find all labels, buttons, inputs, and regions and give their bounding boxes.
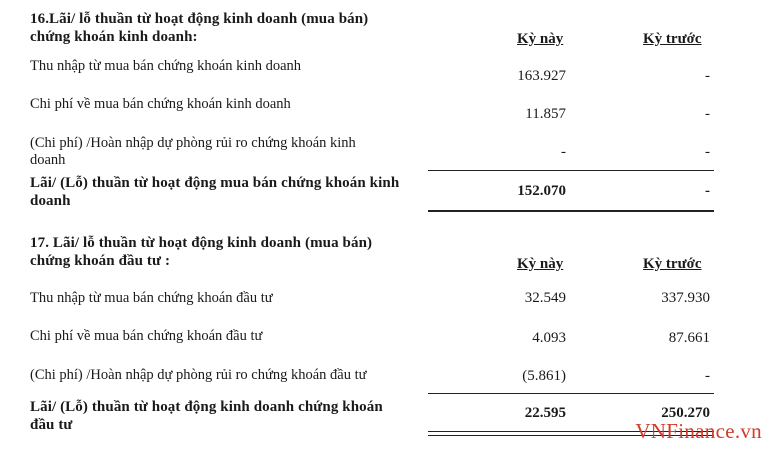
section16-row1-previous: -	[705, 68, 710, 84]
section16-row1-current: 163.927	[517, 68, 566, 84]
section16-row2-label: Chi phí về mua bán chứng khoán kinh doanh	[30, 96, 291, 112]
section16-row3-label-line2: doanh	[30, 152, 66, 168]
section17-total-current: 22.595	[524, 405, 566, 421]
section16-heading-line2: chứng khoán kinh doanh:	[30, 29, 198, 45]
section16-total-previous: -	[705, 183, 710, 199]
section17-heading-line1: 17. Lãi/ lỗ thuần từ hoạt động kinh doanh (mua bán)	[30, 235, 373, 251]
section16-heading-line1: 16.Lãi/ lỗ thuần từ hoạt động kinh doanh (mua bán)	[30, 11, 369, 27]
section16-row1-label: Thu nhập từ mua bán chứng khoán kinh doanh	[30, 58, 302, 74]
section17-row1-current: 32.549	[524, 290, 566, 306]
section16-row3-previous: -	[705, 144, 710, 160]
section17-col-current: Kỳ này	[517, 256, 564, 272]
section16-total-label-line1: Lãi/ (Lỗ) thuần từ hoạt động mua bán chứng khoán kinh	[30, 175, 400, 191]
section17-row3-previous: -	[705, 368, 710, 384]
section17-row2-label: Chi phí về mua bán chứng khoán đầu tư	[30, 328, 263, 344]
section17-subtotal-rule	[428, 393, 714, 394]
section16-total-current: 152.070	[517, 183, 566, 199]
section17-row1-previous: 337.930	[661, 290, 710, 306]
section17-heading-line2: chứng khoán đầu tư :	[30, 253, 171, 269]
section17-total-label-line1: Lãi/ (Lỗ) thuần từ hoạt động kinh doanh chứng khoán	[30, 399, 383, 415]
section16-total-rule	[428, 210, 714, 212]
section16-row3-current: -	[561, 144, 566, 160]
section17-row1-label: Thu nhập từ mua bán chứng khoán đầu tư	[30, 290, 273, 306]
section17-total-label-line2: đầu tư	[30, 417, 73, 433]
section16-col-current: Kỳ này	[517, 31, 564, 47]
section17-row3-current: (5.861)	[522, 368, 566, 384]
section16-col-previous: Kỳ trước	[643, 31, 702, 47]
section17-row3-label: (Chi phí) /Hoàn nhập dự phòng rủi ro chứng khoán đầu tư	[30, 367, 367, 383]
section16-subtotal-rule	[428, 170, 714, 171]
section16-row2-current: 11.857	[525, 106, 566, 122]
vnfinance-watermark: VNFinance.vn	[635, 419, 762, 443]
section16-row3-label-line1: (Chi phí) /Hoàn nhập dự phòng rủi ro chứng khoán kinh	[30, 135, 356, 151]
section16-total-label-line2: doanh	[30, 193, 71, 209]
section17-row2-previous: 87.661	[668, 330, 710, 346]
section17-total-previous: 250.270	[661, 405, 710, 421]
section17-col-previous: Kỳ trước	[643, 256, 702, 272]
section16-row2-previous: -	[705, 106, 710, 122]
section17-row2-current: 4.093	[532, 330, 566, 346]
